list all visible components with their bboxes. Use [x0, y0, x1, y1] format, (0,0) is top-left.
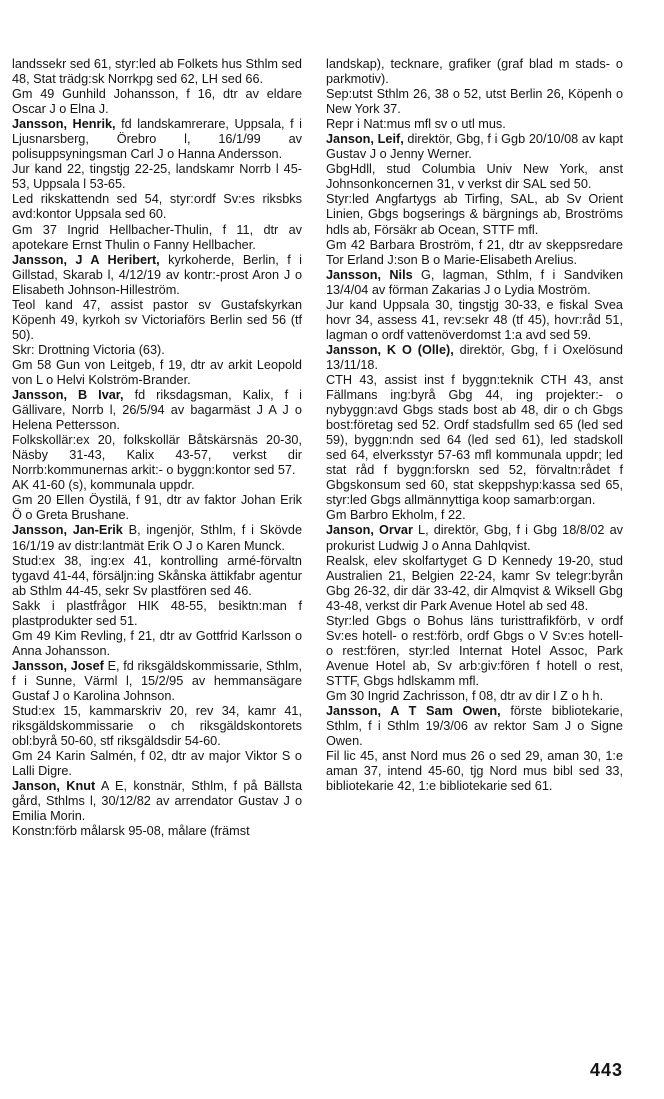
biography-paragraph: [326, 117, 623, 132]
entry-text: Konstn:förb målarsk 95-08, målare (främst: [12, 824, 250, 839]
biography-paragraph: [12, 87, 302, 117]
entry-text: direktör, Gbg, f i Ggb 20/10/08 av kapt Gustav J o Jenny Werner.: [326, 132, 623, 162]
entry-text: Jur kand Uppsala 30, tingstjg 30-33, e fiskal Svea hovr 34, assess 41, rev:sekr 48 (tf 45), hovr:råd 51, lagman o ordf vattenöverdomst 1:a avd sed 59.: [326, 297, 623, 342]
biography-paragraph: [12, 298, 302, 343]
entry-text: fd landskamrerare, Uppsala, f i Ljusnarsberg, Örebro l, 16/1/99 av polisuppsyningsman Carl J o Hanna Andersson.: [12, 117, 303, 162]
entry-text: Gm 20 Ellen Öystilä, f 91, dtr av faktor Johan Erik Ö o Greta Brushane.: [12, 493, 302, 523]
biography-entry: [12, 117, 302, 162]
biography-entry: [12, 659, 302, 704]
biography-entry: [12, 779, 302, 824]
entry-text: Sakk i plastfrågor HIK 48-55, besiktn:man f plastprodukter sed 51.: [12, 598, 302, 628]
biography-entry: [326, 704, 623, 749]
entry-name: Jansson, J A Heribert,: [12, 252, 160, 267]
entry-text: direktör, Gbg, f i Oxelösund 13/11/18.: [326, 342, 623, 372]
entry-name: Jansson, B Ivar,: [12, 388, 124, 403]
entry-name: Jansson, K O (Olle),: [326, 342, 454, 357]
biography-entry: [12, 388, 302, 433]
entry-text: B, ingenjör, Sthlm, f i Skövde 16/1/19 av distr:lantmät Erik O J o Karen Munck.: [12, 523, 303, 553]
entry-text: Gm 30 Ingrid Zachrisson, f 08, dtr av dir I Z o h h.: [326, 688, 604, 703]
biography-paragraph: [326, 614, 623, 689]
entry-text: Stud:ex 38, ing:ex 41, kontrolling armé-förvaltn tygavd 41-44, försäljn:ing Skånska ättikfabr agentur ab Sthlm 44-45, sekr Sv plastfören sed 46.: [12, 553, 302, 598]
entry-name: Jansson, Henrik,: [12, 117, 116, 132]
entry-name: Jansson, Nils: [326, 267, 413, 282]
biography-paragraph: [326, 298, 623, 343]
entry-name: Janson, Orvar: [326, 523, 413, 538]
biography-paragraph: [12, 599, 302, 629]
entry-text: kyrkoherde, Berlin, f i Gillstad, Skarab l, 4/12/19 av kontr:-prost Aron J o Elisabeth Johnson-Hilleström.: [12, 252, 302, 297]
entry-text: Gm 49 Gunhild Johansson, f 16, dtr av eldare Oscar J o Elna J.: [12, 87, 302, 117]
biography-paragraph: [326, 554, 623, 614]
biography-paragraph: [12, 162, 302, 192]
biography-paragraph: [326, 162, 623, 192]
biography-entry: [12, 253, 302, 298]
entry-text: Repr i Nat:mus mfl sv o utl mus.: [326, 117, 506, 132]
entry-text: A E, konstnär, Sthlm, f på Bällsta gård, Sthlms l, 30/12/82 av arrendator Gustav J o Emilia Morin.: [12, 779, 302, 824]
entry-text: Stud:ex 15, kammarskriv 20, rev 34, kamr 41, riksgäldskommissarie o ch riksgäldskontorets obl:byrå 50-60, stf riksgäldsdir 54-60.: [12, 704, 302, 749]
entry-text: förste bibliotekarie, Sthlm, f i Sthlm 19/3/06 av rektor Sam J o Signe Owen.: [326, 704, 623, 749]
left-column: [12, 57, 302, 839]
biography-paragraph: [12, 57, 302, 87]
entry-name: Janson, Leif,: [326, 132, 404, 147]
biography-paragraph: [12, 493, 302, 523]
entry-text: GbgHdll, stud Columbia Univ New York, anst Johnsonkoncernen 31, v verkst dir SAL sed 50.: [326, 162, 623, 192]
biography-paragraph: [326, 373, 623, 508]
biography-entry: [326, 268, 623, 298]
entry-text: Jur kand 22, tingstjg 22-25, landskamr Norrb l 45-53, Uppsala l 53-65.: [12, 162, 302, 192]
entry-text: fd riksdagsman, Kalix, f i Gällivare, Norrb l, 26/5/94 av bagarmäst J A J o Helena Pettersson.: [12, 388, 302, 433]
entry-text: L, direktör, Gbg, f i Gbg 18/8/02 av prokurist Ludwig J o Anna Dahlqvist.: [326, 523, 623, 553]
entry-text: Folkskollär:ex 20, folkskollär Båtskärsnäs 20-30, Näsby 31-43, Kalix 43-57, verkst dir Norrb:kommunernas arkit:- o byggn:kontor sed 57.: [12, 433, 302, 478]
entry-text: Gm 37 Ingrid Hellbacher-Thulin, f 11, dtr av apotekare Ernst Thulin o Fanny Hellbacher.: [12, 222, 302, 252]
biography-paragraph: [12, 358, 302, 388]
entry-name: Janson, Knut: [12, 779, 96, 794]
biography-paragraph: [12, 704, 302, 749]
biography-paragraph: [326, 689, 623, 704]
entry-text: Fil lic 45, anst Nord mus 26 o sed 29, aman 30, 1:e aman 37, intend 45-60, tjg Nord mus bibl sed 33, bibliotekarie 42, 1:e bibliotekarie sed 61.: [326, 749, 623, 794]
entry-text: Skr: Drottning Victoria (63).: [12, 342, 165, 357]
biography-entry: [326, 343, 623, 373]
entry-text: E, fd riksgäldskommissarie, Sthlm, f i Sunne, Värml l, 15/2/95 av hemmansägare Gustaf J o Karolina Johnson.: [12, 658, 302, 703]
biography-paragraph: [12, 629, 302, 659]
entry-text: Led rikskattendn sed 54, styr:ordf Sv:es riksbks avd:kontor Uppsala sed 60.: [12, 192, 302, 222]
biography-paragraph: [12, 433, 302, 478]
page-number: 443: [589, 1060, 623, 1080]
biography-paragraph: [12, 192, 302, 222]
biography-paragraph: [12, 478, 302, 493]
biography-paragraph: [12, 824, 302, 839]
entry-text: Gm 58 Gun von Leitgeb, f 19, dtr av arkit Leopold von L o Helvi Kolström-Brander.: [12, 357, 302, 387]
entry-text: landssekr sed 61, styr:led ab Folkets hus Sthlm sed 48, Stat trädg:sk Norrkpg sed 62, LH sed 66.: [12, 57, 302, 87]
entry-text: Gm Barbro Ekholm, f 22.: [326, 508, 466, 523]
entry-text: G, lagman, Sthlm, f i Sandviken 13/4/04 av förman Zakarias J o Lydia Moström.: [326, 267, 624, 297]
biography-paragraph: [326, 749, 623, 794]
entry-name: Jansson, Jan-Erik: [12, 523, 123, 538]
entry-text: Sep:utst Sthlm 26, 38 o 52, utst Berlin 26, Köpenh o New York 37.: [326, 87, 623, 117]
entry-text: Gm 42 Barbara Broström, f 21, dtr av skeppsredare Tor Erland J:son B o Marie-Elisabeth Arelius.: [326, 237, 623, 267]
biography-paragraph: [12, 343, 302, 358]
biography-entry: [326, 523, 623, 553]
biography-entry: [12, 523, 302, 553]
biography-paragraph: [12, 554, 302, 599]
entry-text: AK 41-60 (s), kommunala uppdr.: [12, 478, 195, 493]
biography-paragraph: [326, 238, 623, 268]
entry-text: landskap), tecknare, grafiker (graf blad m stads- o parkmotiv).: [326, 57, 623, 87]
entry-name: Jansson, Josef: [12, 658, 104, 673]
biography-paragraph: [326, 57, 623, 87]
entry-text: Styr:led Gbgs o Bohus läns turisttrafikförb, v ordf Sv:es hotell- o rest:förb, ordf Gbgs o V Sv:es hotell- o rest:fören, styr:led Internat Hotel Assoc, Park Avenue Hotel ab, Sv arb:giv:fören f hotell o rest, STTF, Gbgs hdlskamm mfl.: [326, 613, 623, 688]
biography-paragraph: [12, 749, 302, 779]
entry-text: CTH 43, assist inst f byggn:teknik CTH 43, anst Fällmans ing:byrå Gbg 44, ing projekter:- o nybyggn:avd Gbgs stads bost ab 48, dir o ch Gbgs bost:företag sed 52. Ordf stadsfullm sed 65 (led sed 59), byggn:ndn sed 64 (led sed 61), led stadskoll sed 64, elverksstyr 57-63 mfl kommunala uppdr; led stat råd f byggn:forskn sed 52, förvaltn:rådet f Gbgskonsum sed 60, stat skeppshyp:kassa sed 65, styr:led Gbgs allmännyttiga koop samarb:organ.: [326, 372, 623, 508]
biography-paragraph: [326, 508, 623, 523]
biography-paragraph: [326, 192, 623, 237]
biography-paragraph: [326, 87, 623, 117]
entry-text: Realsk, elev skolfartyget G D Kennedy 19-20, stud Australien 21, Belgien 22-24, kamr Sv telegr:byrån Gbg 26-32, dir där 33-42, dir Almqvist & Wiksell Gbg 43-48, verkst dir Park Avenue Hotel ab sed 48.: [326, 553, 623, 613]
biography-entry: [326, 132, 623, 162]
entry-text: Teol kand 47, assist pastor sv Gustafskyrkan Köpenh 49, kyrkoh sv Victoriaförs Berlin sed 56 (tf 50).: [12, 297, 302, 342]
entry-name: Jansson, A T Sam Owen,: [326, 704, 501, 719]
entry-text: Gm 49 Kim Revling, f 21, dtr av Gottfrid Karlsson o Anna Johansson.: [12, 628, 302, 658]
entry-text: Gm 24 Karin Salmén, f 02, dtr av major Viktor S o Lalli Digre.: [12, 749, 302, 779]
right-column: [326, 57, 623, 794]
biography-paragraph: [12, 223, 302, 253]
entry-text: Styr:led Angfartygs ab Tirfing, SAL, ab Sv Orient Linien, Gbgs bogserings & bärgnings ab, Broströms hdls ab, Försäkr ab Ocean, STTF mfl.: [326, 192, 623, 237]
